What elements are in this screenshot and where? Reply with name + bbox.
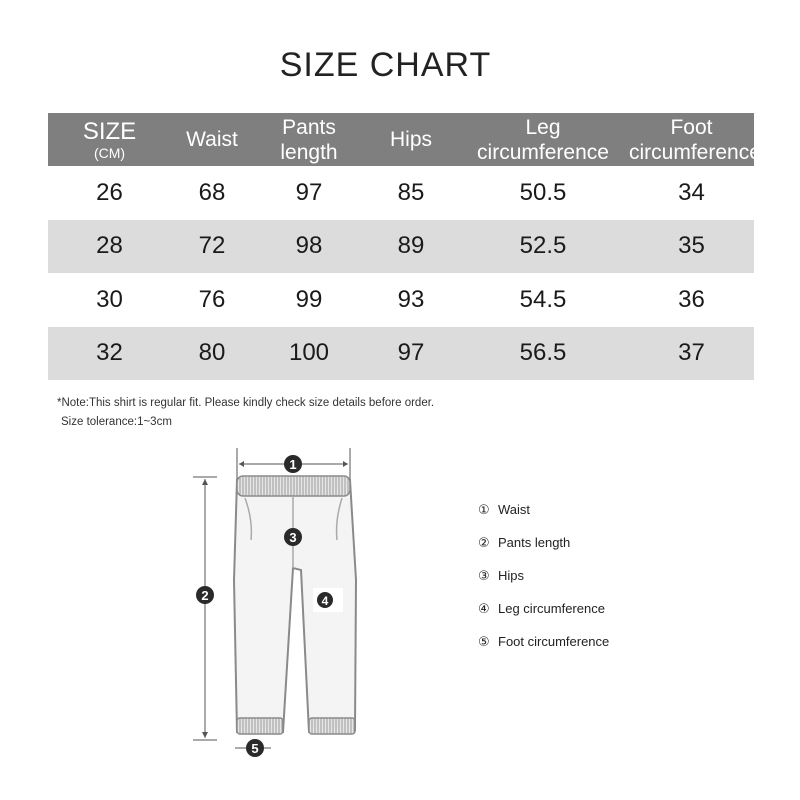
size-table xyxy=(48,113,761,380)
tolerance-note: Size tolerance:1~3cm xyxy=(61,416,172,428)
table-cell: 30 xyxy=(96,285,123,313)
legend-label: Waist xyxy=(498,502,531,517)
table-cell: 98 xyxy=(253,220,365,274)
table-cell: 50.5 xyxy=(519,178,567,206)
svg-text:1: 1 xyxy=(289,457,297,472)
marker-2 xyxy=(196,586,214,604)
table-cell: 68 xyxy=(198,178,226,206)
marker-3 xyxy=(284,528,302,546)
table-cell: 52.5 xyxy=(457,220,629,274)
marker-1 xyxy=(284,455,302,473)
table-cell: 26 xyxy=(96,178,123,206)
fit-note: *Note:This shirt is regular fit. Please kindly check size details before order. xyxy=(57,397,435,409)
waistband xyxy=(237,476,350,496)
table-cell: 100 xyxy=(253,327,365,381)
table-cell: 76 xyxy=(198,285,226,313)
header-leg-line2: circumference xyxy=(477,140,609,164)
pants-diagram xyxy=(185,440,385,770)
header-waist: Waist xyxy=(171,113,253,166)
legend-label: Hips xyxy=(498,568,525,583)
legend-label: Pants length xyxy=(498,535,571,550)
legend-number: ③ xyxy=(478,569,490,584)
marker-5 xyxy=(246,739,264,757)
table-cell: 28 xyxy=(48,220,171,274)
header-leg-circumference xyxy=(457,113,629,166)
svg-text:2: 2 xyxy=(201,588,209,603)
right-cuff xyxy=(309,718,355,734)
table-cell: 54.5 xyxy=(519,285,567,313)
svg-text:4: 4 xyxy=(321,594,329,608)
table-cell: 80 xyxy=(171,327,253,381)
legend-number: ⑤ xyxy=(478,635,490,650)
legend-number: ② xyxy=(478,536,490,551)
header-pants-line1: Pants xyxy=(282,115,336,139)
table-cell: 93 xyxy=(397,285,425,313)
table-cell: 56.5 xyxy=(457,327,629,381)
legend-number: ④ xyxy=(478,602,490,617)
legend-item xyxy=(478,533,609,566)
header-pants-length xyxy=(253,113,365,166)
legend-label: Leg circumference xyxy=(498,601,605,616)
table-cell: 32 xyxy=(48,327,171,381)
svg-text:5: 5 xyxy=(251,741,259,756)
table-cell: 36 xyxy=(678,285,705,313)
left-cuff xyxy=(237,718,283,734)
page-title: SIZE CHART xyxy=(279,46,492,84)
header-foot-line1: Foot xyxy=(670,115,713,139)
measurement-legend xyxy=(478,500,609,665)
marker-4 xyxy=(313,588,343,612)
table-cell: 89 xyxy=(365,220,457,274)
header-size-label: SIZE xyxy=(82,117,137,145)
legend-label: Foot circumference xyxy=(498,634,610,649)
table-row xyxy=(48,273,754,327)
table-cell: 72 xyxy=(171,220,253,274)
header-foot-line2: circumference xyxy=(629,140,761,164)
table-cell: 85 xyxy=(397,178,425,206)
table-header-row xyxy=(48,113,754,166)
header-foot-circumference xyxy=(629,113,761,166)
legend-number: ① xyxy=(478,503,490,518)
table-cell: 35 xyxy=(629,220,754,274)
table-cell: 97 xyxy=(365,327,457,381)
table-row xyxy=(48,220,754,274)
header-size xyxy=(48,113,171,166)
table-cell: 97 xyxy=(295,178,323,206)
header-hips: Hips xyxy=(365,113,457,166)
svg-text:3: 3 xyxy=(289,530,297,545)
legend-item xyxy=(478,566,609,599)
table-cell: 34 xyxy=(678,178,705,206)
table-cell: 37 xyxy=(629,327,754,381)
table-row xyxy=(48,327,754,381)
table-cell: 99 xyxy=(295,285,323,313)
header-size-unit: (CM) xyxy=(93,144,126,161)
table-row xyxy=(48,166,754,220)
header-pants-line2: length xyxy=(280,140,338,164)
legend-item xyxy=(478,500,609,533)
legend-item xyxy=(478,632,609,665)
header-leg-line1: Leg xyxy=(525,115,561,139)
legend-item xyxy=(478,599,609,632)
